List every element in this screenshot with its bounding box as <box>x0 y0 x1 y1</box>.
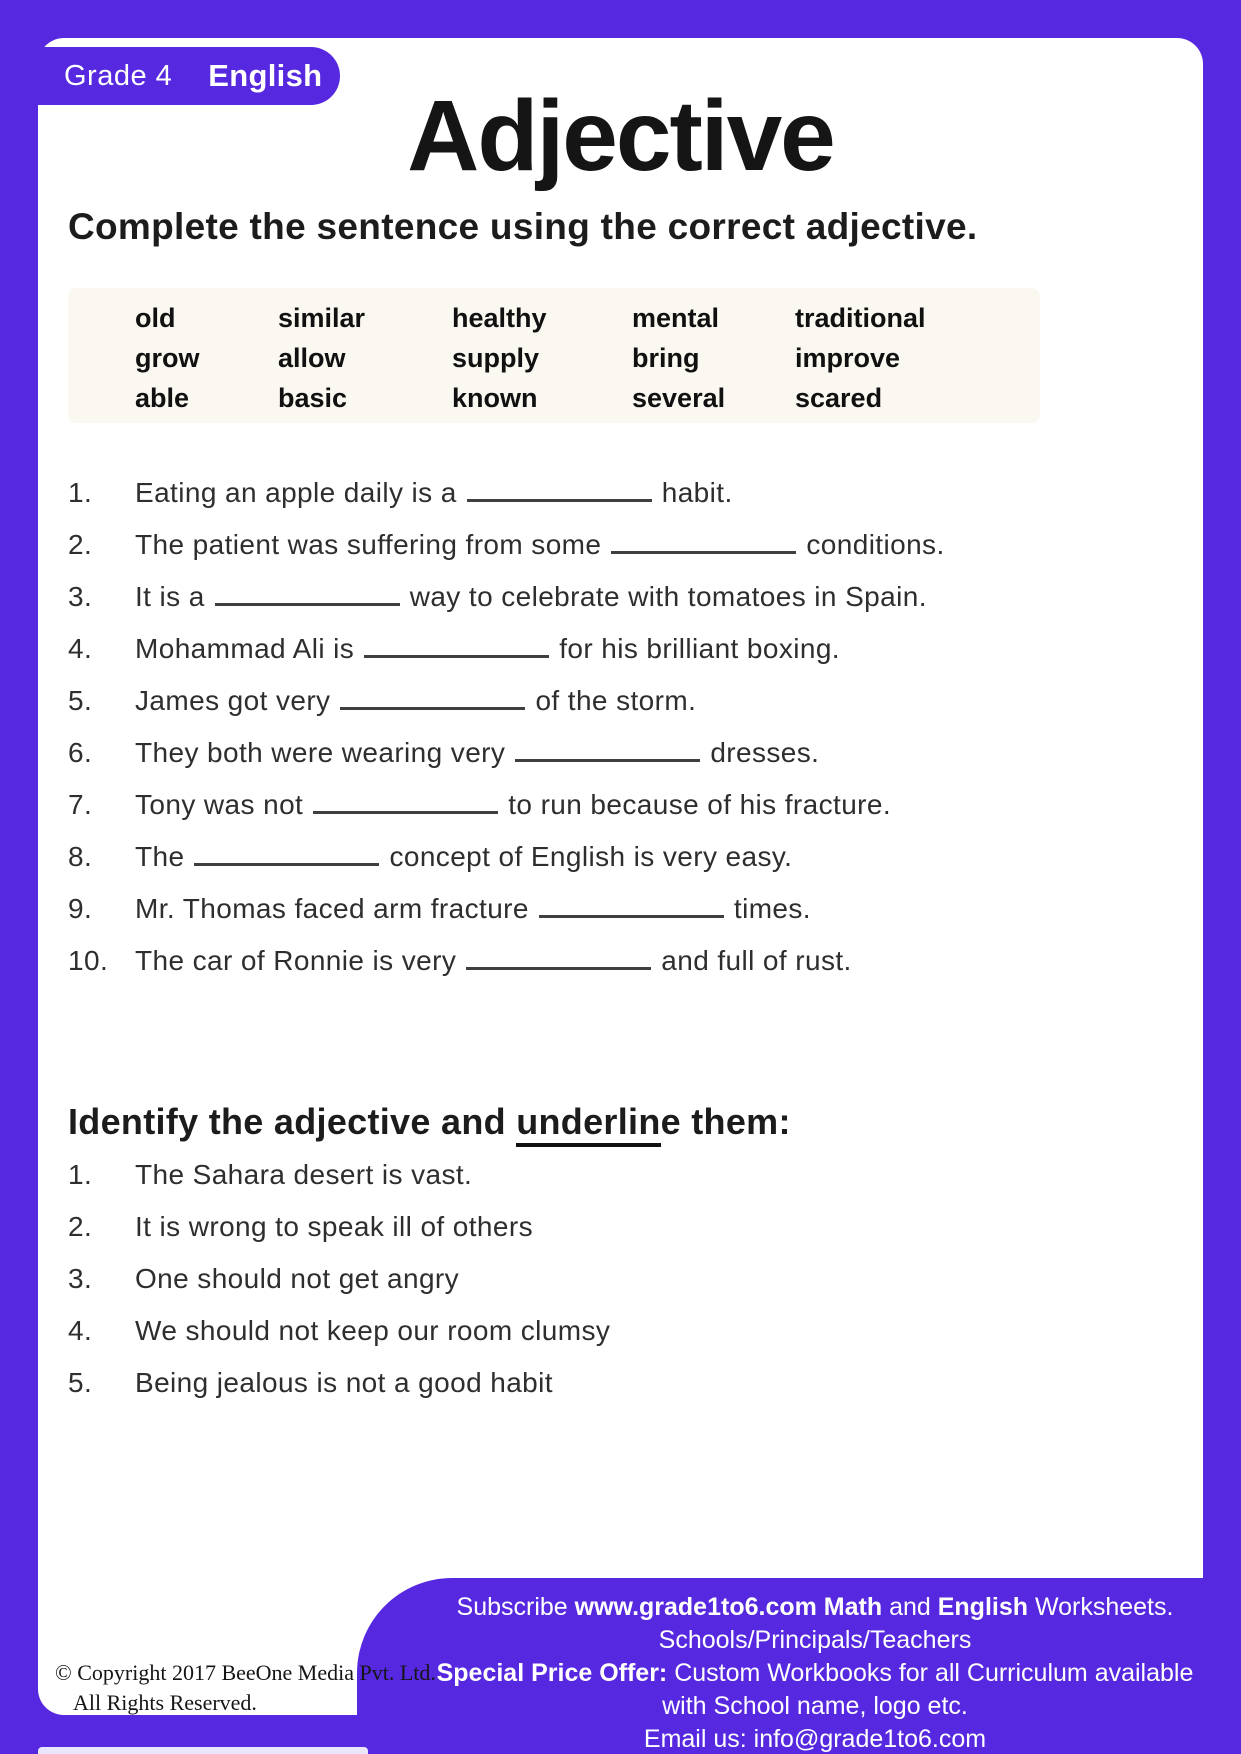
next-page-edge <box>38 1747 368 1754</box>
question-number: 1. <box>68 477 93 508</box>
question-text <box>135 529 945 561</box>
exercise-row <box>38 1159 1203 1211</box>
section1-instruction: Complete the sentence using the correct adjective. <box>68 206 978 247</box>
footer-customization-line: with School name, logo etc. <box>662 1692 968 1720</box>
question-row <box>38 945 1203 997</box>
question-text <box>135 841 792 873</box>
word-bank-word: able <box>135 383 190 413</box>
word-bank-word: supply <box>452 343 540 373</box>
exercise-number: 5. <box>68 1367 93 1398</box>
answer-blank <box>313 797 498 814</box>
question-text <box>135 789 891 821</box>
question-before: It is a <box>135 581 205 612</box>
word-bank-row <box>135 298 1040 338</box>
question-before: Mr. Thomas faced arm fracture <box>135 893 529 924</box>
exercise-text: We should not keep our room clumsy <box>135 1315 611 1346</box>
exercise-text: Being jealous is not a good habit <box>135 1367 553 1398</box>
question-before: Mohammad Ali is <box>135 633 355 664</box>
question-before: The <box>135 841 185 872</box>
exercise-number: 1. <box>68 1159 93 1190</box>
answer-blank <box>194 849 379 866</box>
exercise-row <box>38 1211 1203 1263</box>
answer-blank <box>466 953 651 970</box>
exercise-number: 4. <box>68 1315 93 1346</box>
underline-exercise-list <box>38 1159 1203 1419</box>
word-bank-word: healthy <box>452 303 547 333</box>
question-row <box>38 633 1203 685</box>
word-bank-word: bring <box>632 343 700 373</box>
question-text <box>135 685 696 717</box>
exercise-row <box>38 1315 1203 1367</box>
question-text <box>135 737 819 769</box>
exercise-text: One should not get angry <box>135 1263 460 1294</box>
question-after: to run because of his fracture. <box>508 789 892 820</box>
question-row <box>38 529 1203 581</box>
word-bank-word: grow <box>135 343 200 373</box>
word-bank-row <box>135 378 1040 418</box>
worksheet-page <box>38 38 1203 1715</box>
word-bank-word: similar <box>278 303 366 333</box>
question-row <box>38 581 1203 633</box>
footer-subscribe-text: English <box>937 1593 1029 1621</box>
footer-banner <box>357 1578 1241 1754</box>
answer-blank <box>611 537 796 554</box>
footer-subscribe-text: Worksheets. <box>1028 1593 1174 1621</box>
footer-offer-label: Special Price Offer: <box>436 1659 668 1687</box>
word-bank-word: mental <box>632 303 720 333</box>
exercise-row <box>38 1367 1203 1419</box>
question-number: 7. <box>68 789 93 820</box>
question-row <box>38 737 1203 789</box>
answer-blank <box>515 745 700 762</box>
exercise-row <box>38 1263 1203 1315</box>
footer-site-link[interactable]: www.grade1to6.com Math <box>574 1593 883 1621</box>
footer-subscribe-text: Subscribe <box>456 1593 575 1621</box>
question-text <box>135 945 852 977</box>
word-bank <box>68 288 1040 423</box>
question-before: James got very <box>135 685 331 716</box>
question-before: Tony was not <box>135 789 304 820</box>
exercise-number: 2. <box>68 1211 93 1242</box>
question-text <box>135 893 811 925</box>
answer-blank <box>539 901 724 918</box>
question-after: concept of English is very easy. <box>389 841 793 872</box>
question-after: of the storm. <box>535 685 697 716</box>
question-row <box>38 893 1203 945</box>
heading-prefix: Identify the adjective and <box>68 1101 517 1142</box>
answer-blank <box>215 589 400 606</box>
exercise-text: It is wrong to speak ill of others <box>135 1211 533 1242</box>
answer-blank <box>467 485 652 502</box>
question-before: They both were wearing very <box>135 737 506 768</box>
footer-offer-text: Custom Workbooks for all Curriculum available <box>667 1659 1194 1687</box>
word-bank-word: known <box>452 383 538 413</box>
question-after: times. <box>733 893 811 924</box>
word-bank-word: basic <box>278 383 348 413</box>
question-text <box>135 477 733 509</box>
question-before: Eating an apple daily is a <box>135 477 457 508</box>
word-bank-word: scared <box>795 383 883 413</box>
subject-label: English <box>208 58 323 93</box>
footer-audience-line: Schools/Principals/Teachers <box>658 1626 972 1654</box>
copyright-line1: © Copyright 2017 BeeOne Media Pvt. Ltd. <box>55 1660 436 1685</box>
word-bank-word: traditional <box>795 303 926 333</box>
grade-label: Grade 4 <box>64 59 173 92</box>
fill-in-questions <box>38 477 1203 997</box>
word-bank-row <box>135 338 1040 378</box>
question-row <box>38 685 1203 737</box>
question-text <box>135 581 927 613</box>
question-before: The patient was suffering from some <box>135 529 602 560</box>
heading-suffix: e them: <box>660 1101 791 1142</box>
section2-heading <box>68 1101 1203 1143</box>
footer-offer-line <box>403 1657 1227 1690</box>
question-after: way to celebrate with tomatoes in Spain. <box>409 581 927 612</box>
question-after: for his brilliant boxing. <box>559 633 840 664</box>
question-after: habit. <box>661 477 733 508</box>
question-row <box>38 477 1203 529</box>
question-row <box>38 789 1203 841</box>
word-bank-word: several <box>632 383 726 413</box>
copyright-notice <box>55 1658 436 1718</box>
question-after: dresses. <box>710 737 820 768</box>
word-bank-word: improve <box>795 343 901 373</box>
word-bank-word: allow <box>278 343 346 373</box>
question-number: 9. <box>68 893 93 924</box>
heading-underlined: underlin <box>516 1101 660 1147</box>
answer-blank <box>364 641 549 658</box>
question-after: conditions. <box>806 529 945 560</box>
footer-subscribe-text: and <box>882 1593 938 1621</box>
question-row <box>38 841 1203 893</box>
exercise-text: The Sahara desert is vast. <box>135 1159 473 1190</box>
footer-email-line[interactable]: Email us: info@grade1to6.com <box>643 1725 987 1753</box>
question-number: 2. <box>68 529 93 560</box>
exercise-number: 3. <box>68 1263 93 1294</box>
page-title: Adjective <box>407 80 834 192</box>
question-number: 3. <box>68 581 93 612</box>
question-before: The car of Ronnie is very <box>135 945 457 976</box>
question-number: 8. <box>68 841 93 872</box>
question-number: 4. <box>68 633 93 664</box>
question-after: and full of rust. <box>661 945 852 976</box>
answer-blank <box>340 693 525 710</box>
word-bank-word: old <box>135 303 176 333</box>
grade-subject-badge <box>38 47 340 105</box>
question-number: 10. <box>68 945 109 976</box>
copyright-line2: All Rights Reserved. <box>73 1690 257 1715</box>
footer-subscribe-line <box>403 1591 1227 1624</box>
footer-text <box>403 1591 1227 1754</box>
question-number: 6. <box>68 737 93 768</box>
question-text <box>135 633 840 665</box>
question-number: 5. <box>68 685 93 716</box>
